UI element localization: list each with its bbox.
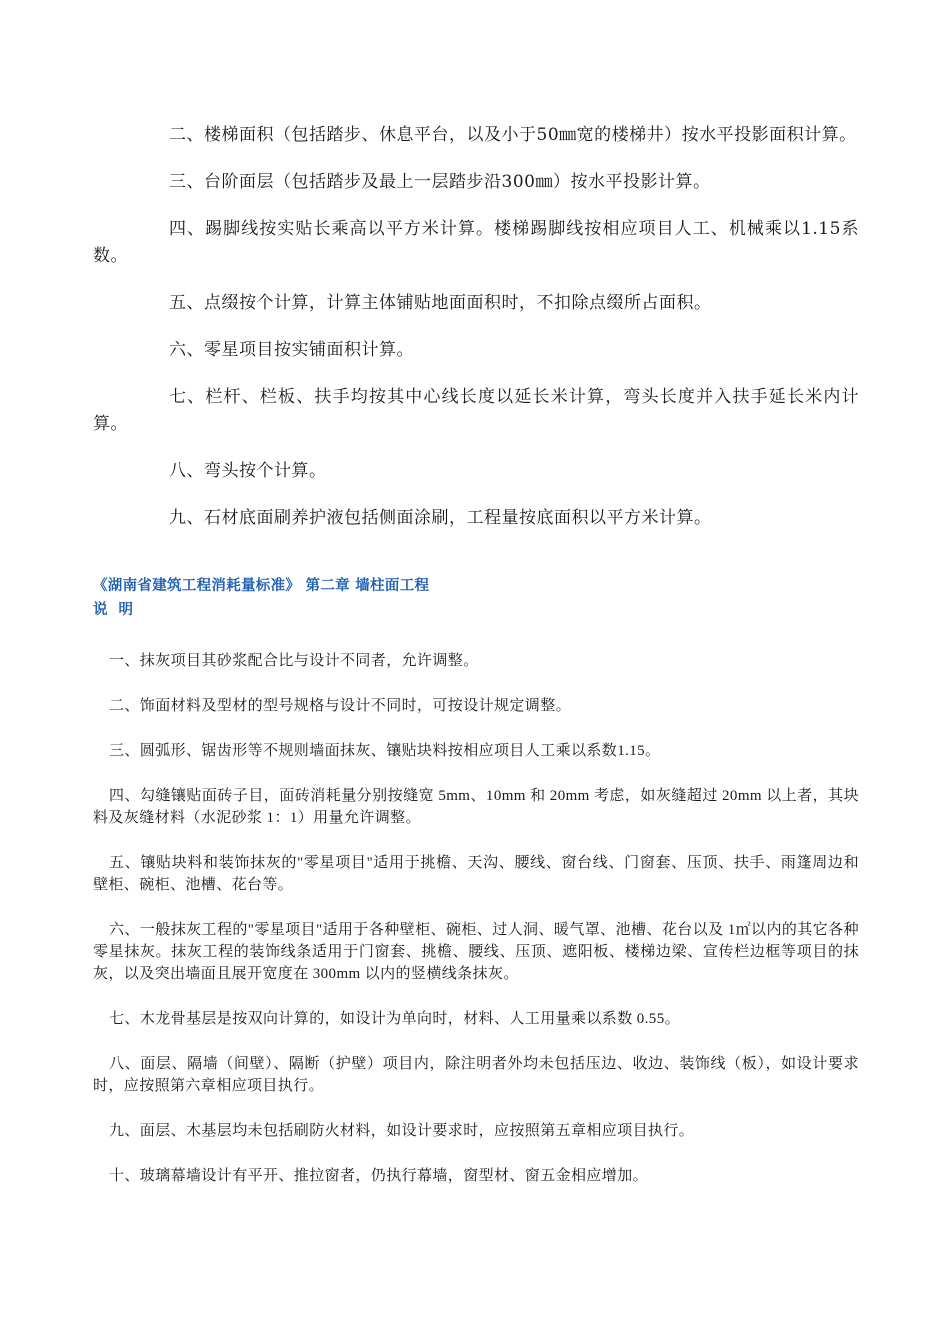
chapter-subtitle: 说 明: [93, 602, 137, 618]
note-paragraph: 六、一般抹灰工程的"零星项目"适用于各种壁柜、碗柜、过人洞、暖气罩、池槽、花台以及 1㎡以内的其它各种零星抹灰。抹灰工程的装饰线条适用于门窗套、挑檐、腰线、压顶、遮阳板、楼梯边梁、宣传栏边框等项目的抹灰，以及突出墙面且展开宽度在 300mm 以内的竖横线条抹灰。: [93, 922, 859, 982]
note-paragraph: 十、玻璃幕墙设计有平开、推拉窗者，仍执行幕墙，窗型材、窗五金相应增加。: [109, 1168, 649, 1184]
rule-paragraph: 四、踢脚线按实贴长乘高以平方米计算。楼梯踢脚线按相应项目人工、机械乘以1.15系数。: [93, 219, 859, 266]
floor-calculation-rules: [93, 122, 859, 532]
note-paragraph: 一、抹灰项目其砂浆配合比与设计不同者，允许调整。: [109, 653, 479, 669]
rule-paragraph: 九、石材底面刷养护液包括侧面涂刷，工程量按底面积以平方米计算。: [169, 508, 712, 528]
note-paragraph: 八、面层、隔墙（间壁）、隔断（护壁）项目内，除注明者外均未包括压边、收边、装饰线（板），如设计要求时，应按照第六章相应项目执行。: [93, 1056, 859, 1094]
rule-paragraph: 六、零星项目按实铺面积计算。: [169, 340, 414, 360]
note-paragraph: 五、镶贴块料和装饰抹灰的"零星项目"适用于挑檐、天沟、腰线、窗台线、门窗套、压顶、扶手、雨篷周边和壁柜、碗柜、池槽、花台等。: [93, 855, 859, 893]
rule-paragraph: 二、楼梯面积（包括踏步、休息平台，以及小于50㎜宽的楼梯井）按水平投影面积计算。: [169, 125, 857, 145]
note-paragraph: 二、饰面材料及型材的型号规格与设计不同时，可按设计规定调整。: [109, 698, 572, 714]
wall-column-notes: [93, 650, 859, 1187]
note-paragraph: 九、面层、木基层均未包括刷防火材料，如设计要求时，应按照第五章相应项目执行。: [109, 1123, 695, 1139]
rule-paragraph: 七、栏杆、栏板、扶手均按其中心线长度以延长米计算，弯头长度并入扶手延长米内计算。: [93, 387, 859, 434]
chapter-title: 《湖南省建筑工程消耗量标准》 第二章 墙柱面工程: [93, 578, 430, 594]
note-paragraph: 三、圆弧形、锯齿形等不规则墙面抹灰、镶贴块料按相应项目人工乘以系数1.15。: [109, 743, 661, 759]
rule-paragraph: 三、台阶面层（包括踏步及最上一层踏步沿300㎜）按水平投影计算。: [169, 172, 711, 192]
rule-paragraph: 八、弯头按个计算。: [169, 461, 327, 481]
rule-paragraph: 五、点缀按个计算，计算主体铺贴地面面积时，不扣除点缀所占面积。: [169, 293, 712, 313]
note-paragraph: 四、勾缝镶贴面砖子目，面砖消耗量分别按缝宽 5mm、10mm 和 20mm 考虑，如灰缝超过 20mm 以上者，其块料及灰缝材料（水泥砂浆 1：1）用量允许调整。: [93, 788, 859, 826]
note-paragraph: 七、木龙骨基层是按双向计算的，如设计为单向时，材料、人工用量乘以系数 0.55。: [109, 1011, 681, 1027]
